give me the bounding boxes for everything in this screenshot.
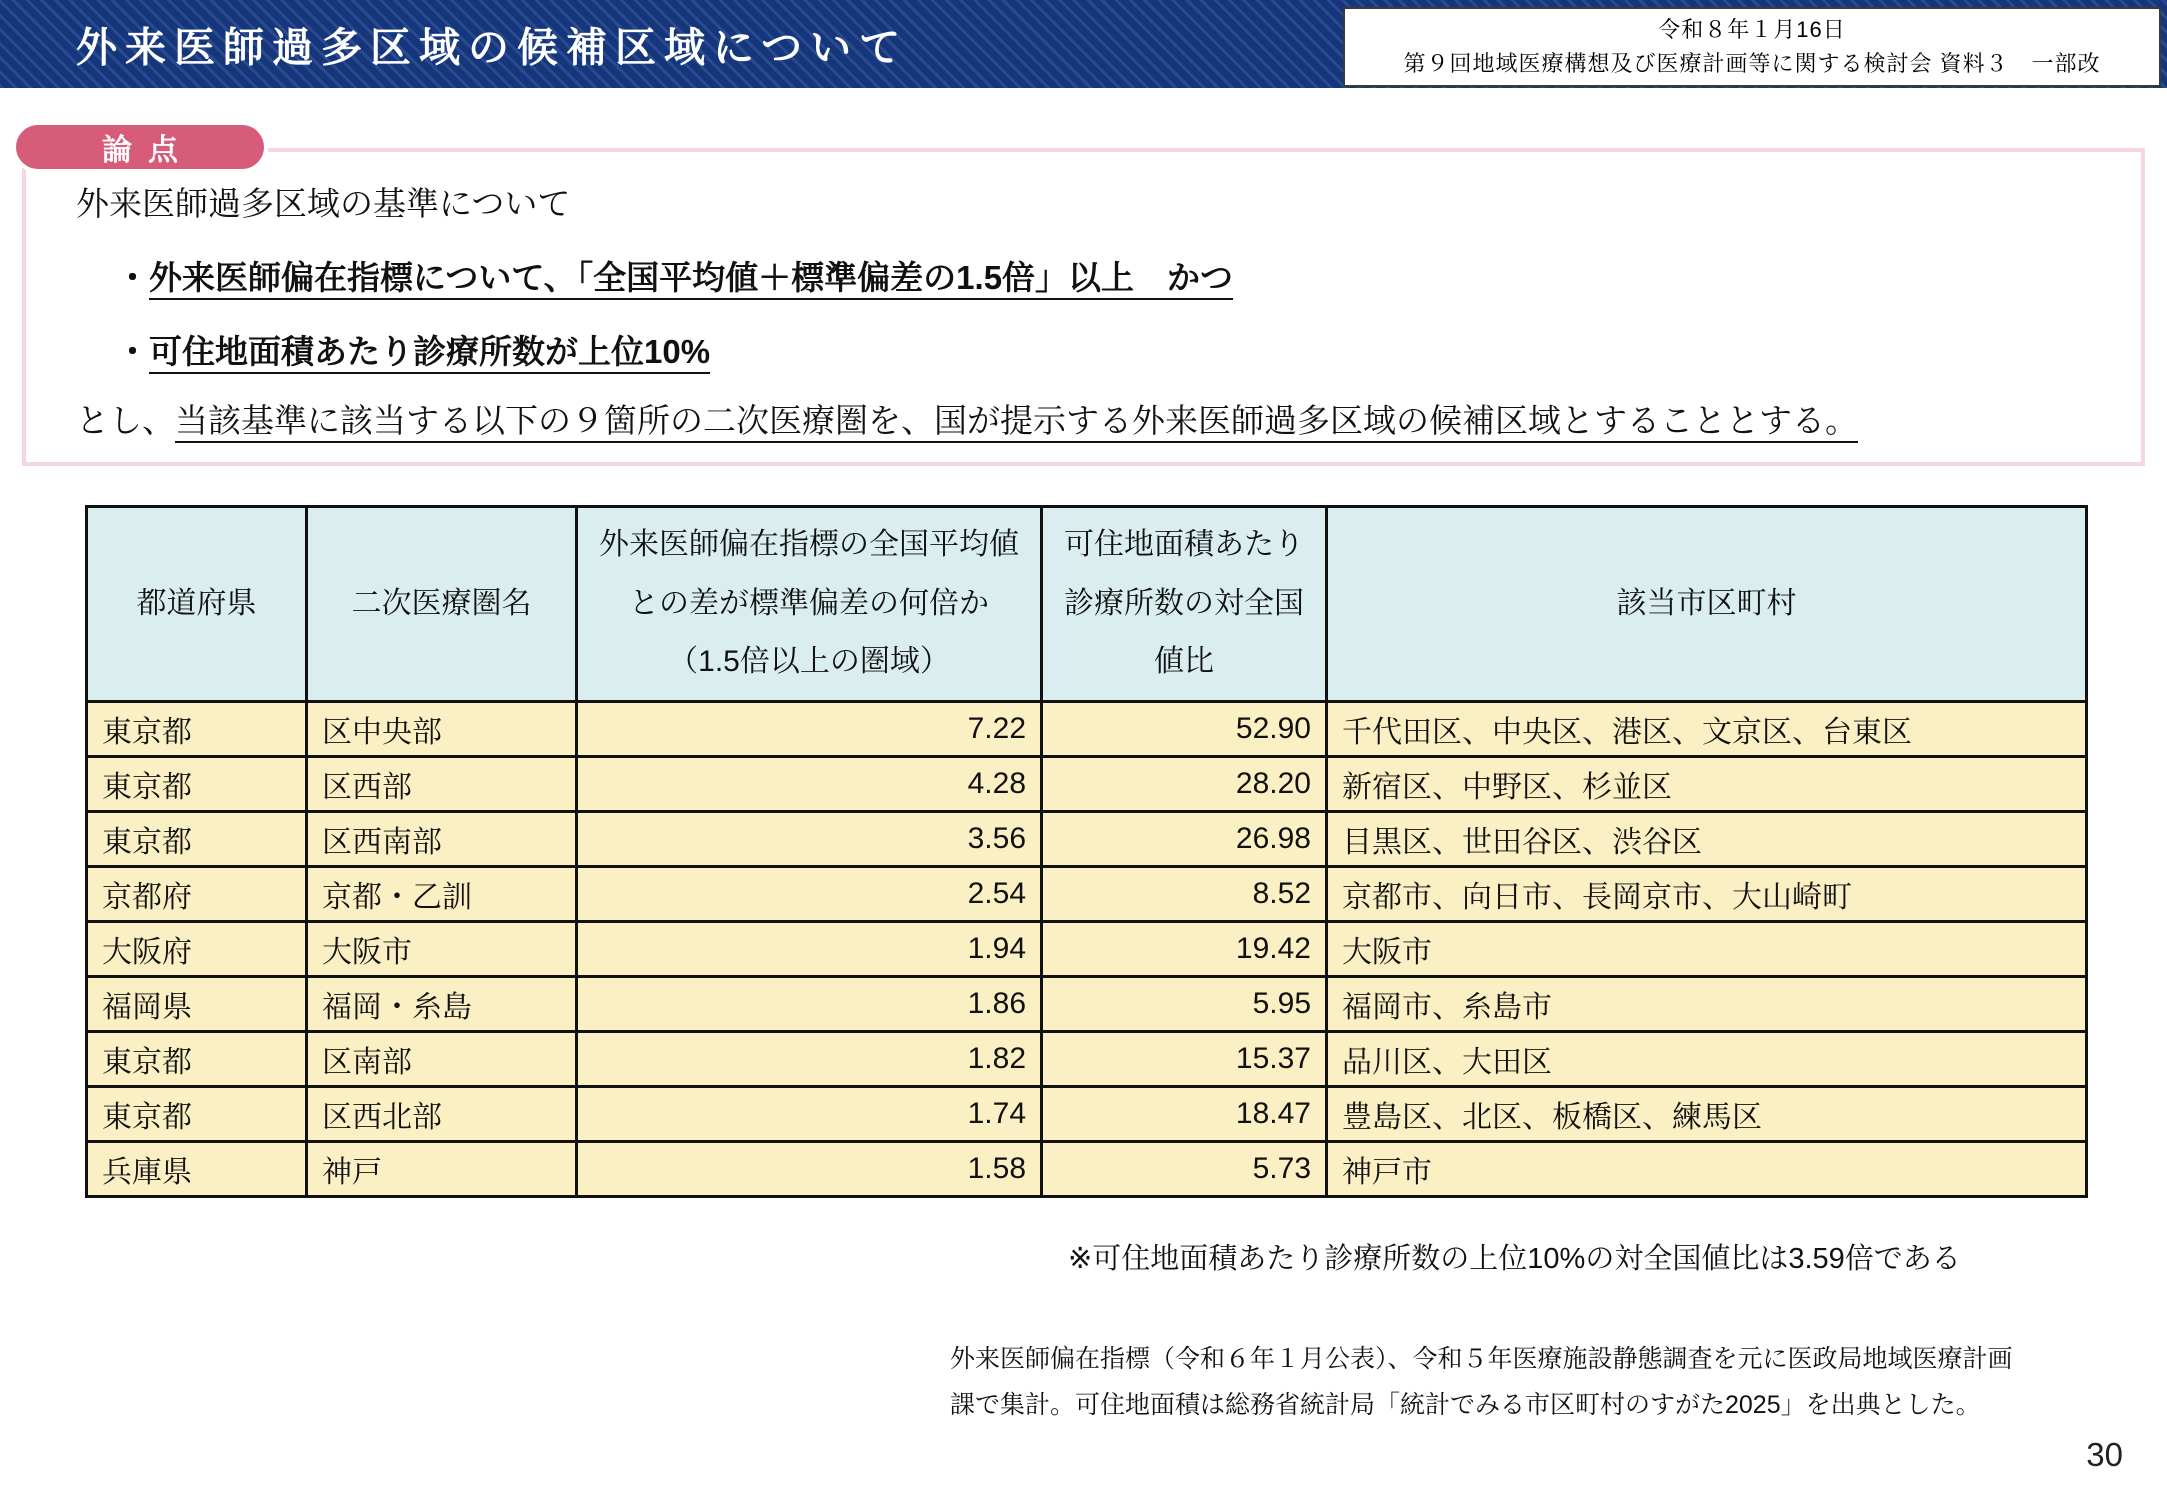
criteria-bullet-2 [116, 326, 2105, 373]
meeting-name: 第９回地域医療構想及び医療計画等に関する検討会 資料３ 一部改 [1403, 51, 2101, 77]
table-row [87, 976, 2087, 1031]
header-deviation: 外来医師偏在指標の全国平均値との差が標準偏差の何倍か（1.5倍以上の圏域） [577, 507, 1042, 702]
meeting-info-box [1343, 7, 2161, 87]
table-row [87, 811, 2087, 866]
deviation-cell: 7.22 [577, 701, 1042, 756]
region-cell: 京都・乙訓 [307, 866, 577, 921]
source-note-line-1: 外来医師偏在指標（令和６年１月公表）、令和５年医療施設静態調査を元に医政局地域医療計画 [950, 1345, 2013, 1373]
deviation-cell: 1.58 [577, 1141, 1042, 1196]
page-number: 30 [2086, 1436, 2123, 1473]
region-cell: 区西南部 [307, 811, 577, 866]
ratio-cell: 15.37 [1042, 1031, 1327, 1086]
conclusion-prefix: とし、 [76, 402, 175, 439]
region-cell: 区中央部 [307, 701, 577, 756]
table-row [87, 921, 2087, 976]
ratio-cell: 5.73 [1042, 1141, 1327, 1196]
region-cell: 区西部 [307, 756, 577, 811]
table-header [87, 507, 2087, 702]
conclusion-text [76, 398, 2105, 445]
prefecture-cell: 東京都 [87, 1086, 307, 1141]
municipalities-cell: 目黒区、世田谷区、渋谷区 [1327, 811, 2087, 866]
header-region: 二次医療圏名 [307, 507, 577, 702]
bullet-marker: ・ [116, 259, 149, 296]
discussion-badge: 論点 [12, 121, 268, 173]
deviation-cell: 3.56 [577, 811, 1042, 866]
table-body [87, 701, 2087, 1196]
ratio-cell: 19.42 [1042, 921, 1327, 976]
prefecture-cell: 東京都 [87, 701, 307, 756]
criteria-bullet-1 [116, 252, 2105, 299]
ratio-cell: 52.90 [1042, 701, 1327, 756]
table-row [87, 866, 2087, 921]
table-row [87, 701, 2087, 756]
ratio-cell: 28.20 [1042, 756, 1327, 811]
ratio-cell: 18.47 [1042, 1086, 1327, 1141]
deviation-cell: 1.94 [577, 921, 1042, 976]
table-header-row [87, 507, 2087, 702]
municipalities-cell: 豊島区、北区、板橋区、練馬区 [1327, 1086, 2087, 1141]
deviation-cell: 1.86 [577, 976, 1042, 1031]
municipalities-cell: 福岡市、糸島市 [1327, 976, 2087, 1031]
header-municipalities: 該当市区町村 [1327, 507, 2087, 702]
candidate-areas-table [85, 505, 2088, 1198]
header-bar [0, 0, 2167, 88]
meeting-date: 令和８年１月16日 [1658, 17, 1846, 42]
municipalities-cell: 大阪市 [1327, 921, 2087, 976]
criteria-bullet-2-text: 可住地面積あたり診療所数が上位10% [149, 333, 711, 370]
prefecture-cell: 東京都 [87, 811, 307, 866]
prefecture-cell: 東京都 [87, 1031, 307, 1086]
prefecture-cell: 東京都 [87, 756, 307, 811]
prefecture-cell: 京都府 [87, 866, 307, 921]
table-row [87, 1141, 2087, 1196]
table-row [87, 1031, 2087, 1086]
municipalities-cell: 品川区、大田区 [1327, 1031, 2087, 1086]
table-row [87, 1086, 2087, 1141]
page-title: 外来医師過多区域の候補区域について [76, 24, 909, 71]
ratio-cell: 8.52 [1042, 866, 1327, 921]
conclusion-underlined: 当該基準に該当する以下の９箇所の二次医療圏を、国が提示する外来医師過多区域の候補区域とすることとする。 [175, 402, 1858, 439]
ratio-cell: 26.98 [1042, 811, 1327, 866]
table-row [87, 756, 2087, 811]
region-cell: 区南部 [307, 1031, 577, 1086]
discussion-box [22, 148, 2145, 466]
criteria-intro: 外来医師過多区域の基準について [76, 185, 571, 222]
region-cell: 大阪市 [307, 921, 577, 976]
criteria-bullet-1-text: 外来医師偏在指標について、「全国平均値＋標準偏差の1.5倍」以上 かつ [149, 259, 1234, 296]
ratio-cell: 5.95 [1042, 976, 1327, 1031]
deviation-cell: 4.28 [577, 756, 1042, 811]
municipalities-cell: 神戸市 [1327, 1141, 2087, 1196]
municipalities-cell: 千代田区、中央区、港区、文京区、台東区 [1327, 701, 2087, 756]
deviation-cell: 1.82 [577, 1031, 1042, 1086]
header-prefecture: 都道府県 [87, 507, 307, 702]
region-cell: 神戸 [307, 1141, 577, 1196]
source-note-line-2: 課で集計。可住地面積は総務省統計局「統計でみる市区町村のすがた2025」を出典とした。 [950, 1391, 1981, 1420]
source-note [950, 1336, 2013, 1429]
municipalities-cell: 新宿区、中野区、杉並区 [1327, 756, 2087, 811]
header-ratio: 可住地面積あたり診療所数の対全国値比 [1042, 507, 1327, 702]
bullet-marker: ・ [116, 333, 149, 370]
prefecture-cell: 福岡県 [87, 976, 307, 1031]
region-cell: 福岡・糸島 [307, 976, 577, 1031]
prefecture-cell: 大阪府 [87, 921, 307, 976]
region-cell: 区西北部 [307, 1086, 577, 1141]
deviation-cell: 1.74 [577, 1086, 1042, 1141]
top10-ratio-note: ※可住地面積あたり診療所数の上位10%の対全国値比は3.59倍である [1068, 1243, 1961, 1275]
municipalities-cell: 京都市、向日市、長岡京市、大山崎町 [1327, 866, 2087, 921]
prefecture-cell: 兵庫県 [87, 1141, 307, 1196]
deviation-cell: 2.54 [577, 866, 1042, 921]
